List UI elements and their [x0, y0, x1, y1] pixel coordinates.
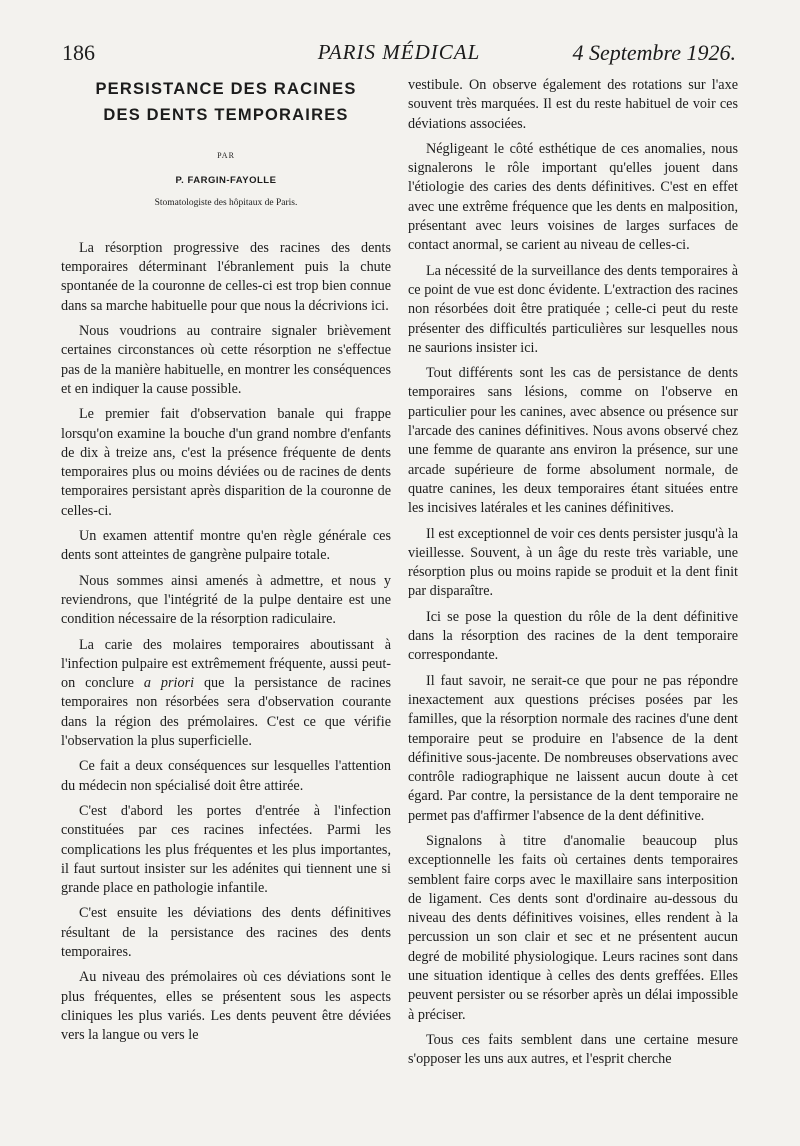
author-name: P. FARGIN-FAYOLLE — [175, 175, 277, 187]
issue-date: 4 Septembre 1926. — [572, 40, 736, 65]
paragraph: Nous sommes ainsi amenés à admettre, et nous y reviendrons, que l'intégrité de la pulpe dentaire est une condition nécessaire de la résorption radiculaire. — [61, 572, 391, 628]
paragraph: Le premier fait d'observation banale qui frappe lorsqu'on examine la bouche d'un grand nombre d'enfants de dix à treize ans, c'est la présence fréquente de dents temporaires plus ou moins déviées ou de racines de dents temporaires persistant après disparition de la couronne de celles-ci. — [61, 406, 391, 519]
paragraph: La résorption progressive des racines des dents temporaires déterminant l'ébranlement puis la chute spontanée de la couronne de celles-ci est trop bien connue dans sa marche habituelle pour que nous la décrivions ici. — [61, 239, 391, 314]
paragraph: Nous voudrions au contraire signaler brièvement certaines circonstances où cette résorption ne s'effectue pas de la manière habituelle, en montrer les conséquences et en indiquer la cause possible. — [61, 323, 391, 397]
paragraph — [61, 636, 391, 752]
title-line-1: PERSISTANCE DES RACINES — [95, 80, 357, 98]
paragraph: La nécessité de la surveillance des dents temporaires à ce point de vue est donc évidente. L'extraction des racines non résorbées doit être pratiquée ; celle-ci peut du reste présenter des difficultés particulières sur lesquelles nous ne saurions insister ici. — [408, 262, 738, 356]
paragraph: Négligeant le côté esthétique de ces anomalies, nous signalerons le rôle important qu'elles jouent dans l'étiologie des caries des dents définitives. C'est en effet avec une extrême fréquence que les dents en malposition, présentant avec leurs voisines de larges surfaces de contact anormal, se carient au niveau de celles-ci. — [408, 140, 738, 254]
paragraph: Il faut savoir, ne serait-ce que pour ne pas répondre inexactement aux questions précises posées par les familles, que la résorption normale des racines d'une dent temporaire peut se produire en l'absence de la dent définitive sous-jacente. De nombreuses observations avec contrôle radiographique ne laissent aucun doute à cet égard. Par contre, la persistance de la dent temporaire ne permet pas d'affirmer l'absence de la dent définitive. — [408, 672, 738, 824]
text-run: que la persistance de racines temporaires non résorbées sera d'observation courante dans la région des prémolaires. C'est ce que vérifie l'observation la plus superficielle. — [61, 675, 391, 750]
author-affiliation: Stomatologiste des hôpitaux de Paris. — [154, 197, 298, 208]
paragraph: Ce fait a deux conséquences sur lesquelles l'attention du médecin non spécialisé doit être attirée. — [61, 758, 391, 794]
byline-par: PAR — [217, 151, 235, 160]
journal-title: PARIS MÉDICAL — [317, 40, 481, 64]
paragraph: Au niveau des prémolaires où ces déviations sont le plus fréquentes, elles se présentent sous les aspects cliniques les plus variés. Les dents peuvent être déviées vers la langue ou vers le — [61, 969, 391, 1044]
paragraph: C'est d'abord les portes d'entrée à l'infection constituées par ces racines infectées. Parmi les complications les plus fréquentes et les plus importantes, il faut surtout insister sur les adénites qui tiennent une si grande place en pathologie infantile. — [61, 802, 391, 897]
left-column — [61, 76, 391, 1051]
paragraph: Tous ces faits semblent dans une certaine mesure s'opposer les uns aux autres, et l'esprit cherche — [408, 1031, 738, 1068]
paragraph-continued: vestibule. On observe également des rotations sur l'axe souvent très marquées. Il est du reste habituel de voir ces déviations associées. — [408, 77, 738, 132]
paragraph: Un examen attentif montre qu'en règle générale ces dents sont atteintes de gangrène pulpaire totale. — [61, 528, 391, 564]
text-run: La carie des molaires temporaires aboutissant à l'infection pulpaire est extrêmement fréquente, aussi peut-on conclure — [61, 636, 391, 692]
page-number: 186 — [62, 40, 95, 65]
paragraph: Ici se pose la question du rôle de la dent définitive dans la résorption des racines de la dent temporaire correspondante. — [408, 608, 738, 664]
paragraph: Il est exceptionnel de voir ces dents persister jusqu'à la vieillesse. Souvent, à un âge du reste très variable, une résorption plus ou moins rapide se produit et la dent finit par disparaître. — [408, 525, 738, 600]
article-title — [61, 76, 391, 128]
running-head — [62, 40, 736, 70]
paragraph: Signalons à titre d'anomalie beaucoup plus exceptionnelle les faits où certaines dents temporaires semblent faire corps avec le maxillaire sans interposition de ligament. Ces dents sont d'ordinaire au-dessous du niveau des dents définitives voisines, elles rendent à la percussion un son clair et sec et ne présentent aucun degré de mobilité physiologique. Leurs racines sont dans une situation identique à celles des dents greffées. Elles peuvent persister ou se résorber après un délai impossible à préciser. — [408, 832, 738, 1023]
right-column — [408, 76, 738, 1076]
paragraph: Tout différents sont les cas de persistance de dents temporaires sans lésions, comme on l'observe en particulier pour les canines, avec absence ou présence sur l'arcade des canines définitives. Nous avons observé chez une femme de quarante ans environ la présence, sur une arcade supérieure de forme absolument normale, de quatre canines, les deux temporaires étant situées entre les incisives latérales et les canines définitives. — [408, 365, 738, 517]
italic-phrase: a priori — [143, 675, 195, 692]
paragraph: C'est ensuite les déviations des dents définitives résultant de la persistance des racines des dents temporaires. — [61, 905, 391, 960]
title-line-2: DES DENTS TEMPORAIRES — [103, 106, 349, 124]
